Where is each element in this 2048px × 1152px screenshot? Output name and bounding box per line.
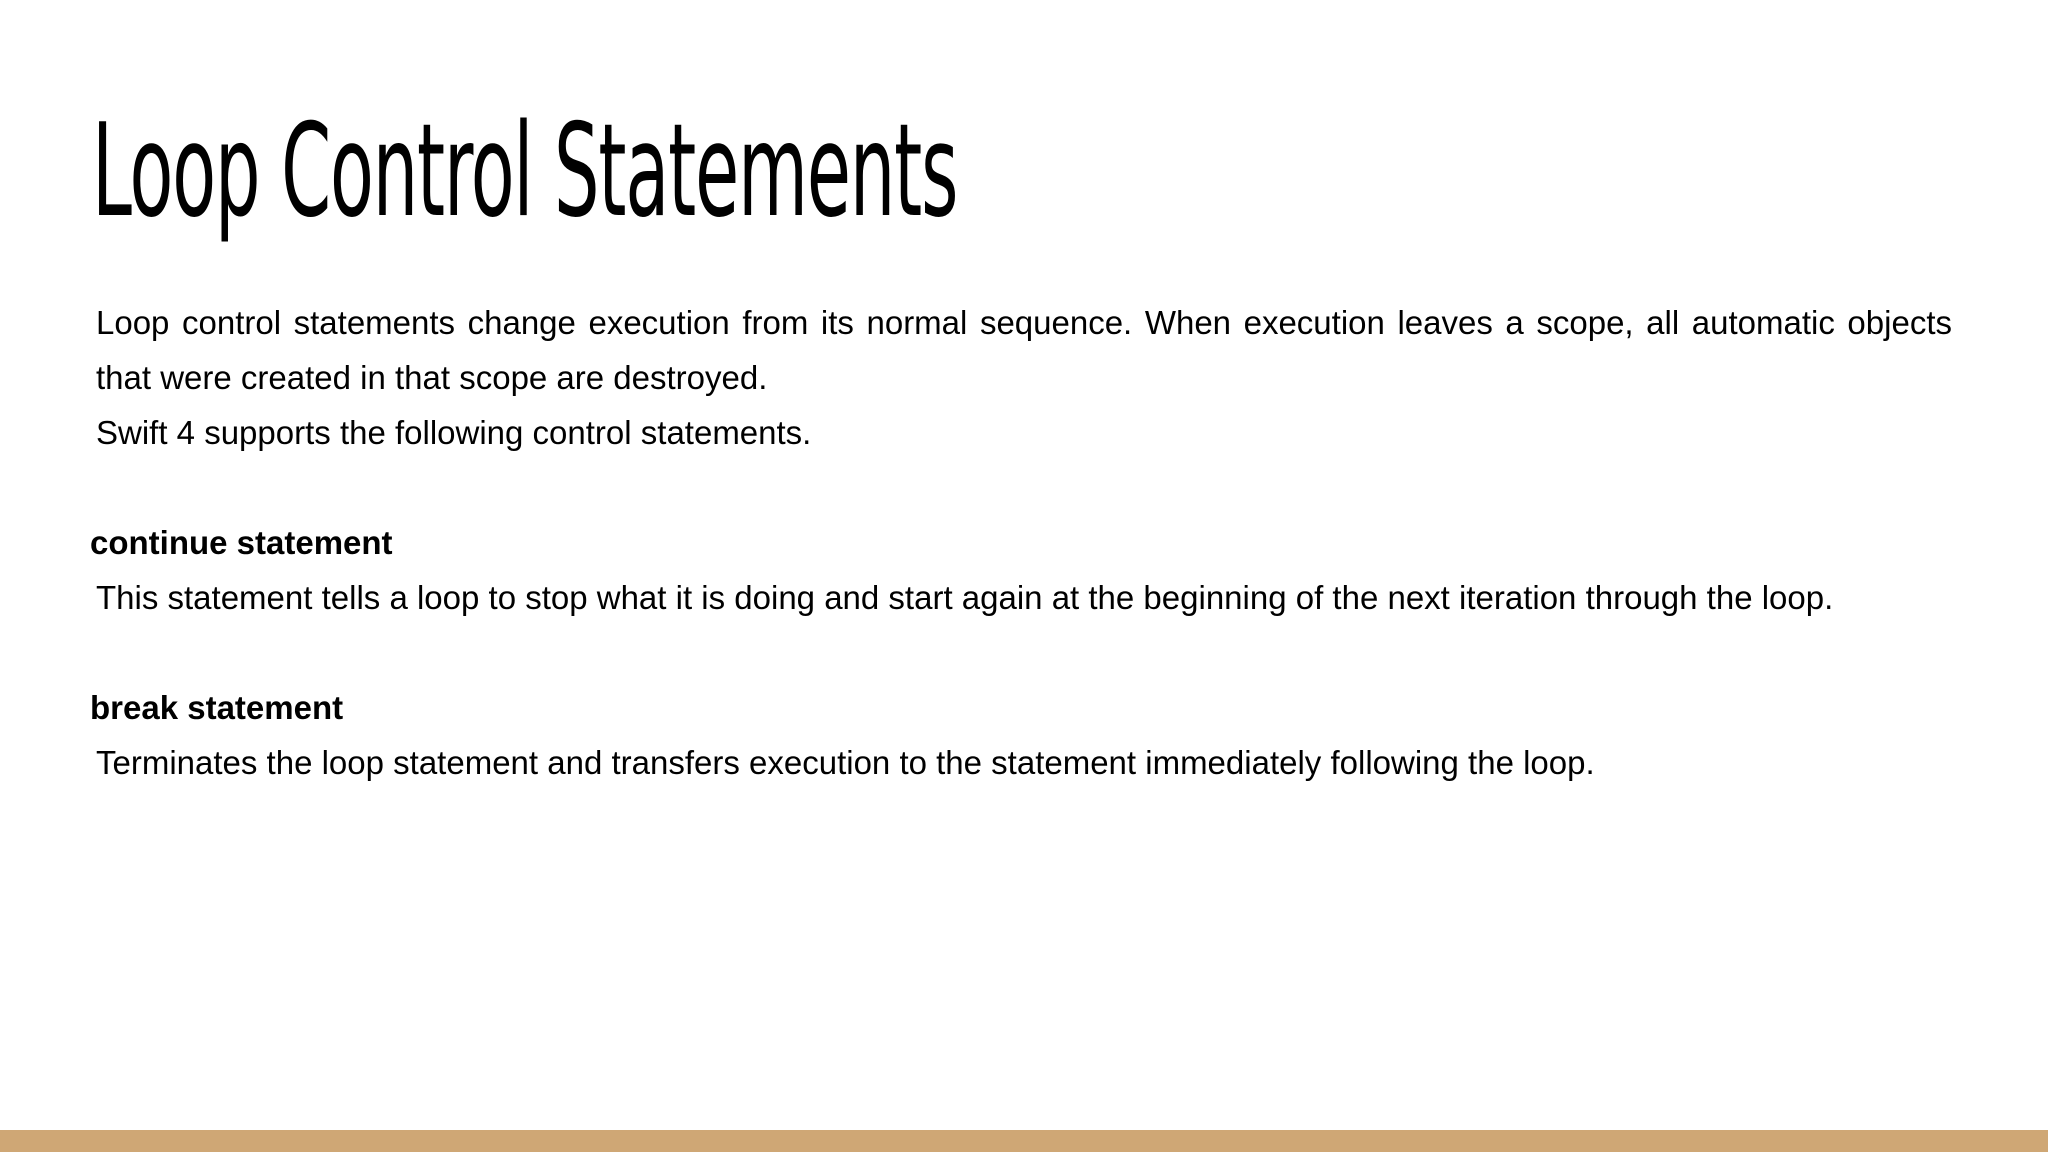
- footer-accent-bar: [0, 1130, 2048, 1152]
- continue-statement-description: This statement tells a loop to stop what it is doing and start again at the beginning of the next iteration through the loop.: [96, 579, 1834, 616]
- break-statement-description: Terminates the loop statement and transfers execution to the statement immediately following the loop.: [96, 744, 1595, 781]
- spacer: [96, 625, 1952, 680]
- intro-paragraph: Loop control statements change execution from its normal sequence. When execution leaves a scope, all automatic objects that were created in that scope are destroyed.: [96, 304, 1952, 396]
- intro-support-line: Swift 4 supports the following control statements.: [96, 414, 812, 451]
- slide-title: Loop Control Statements: [92, 97, 958, 246]
- break-statement-heading: break statement: [90, 689, 344, 726]
- slide-body: [90, 295, 1952, 790]
- continue-statement-heading: continue statement: [90, 524, 393, 561]
- spacer: [96, 460, 1952, 515]
